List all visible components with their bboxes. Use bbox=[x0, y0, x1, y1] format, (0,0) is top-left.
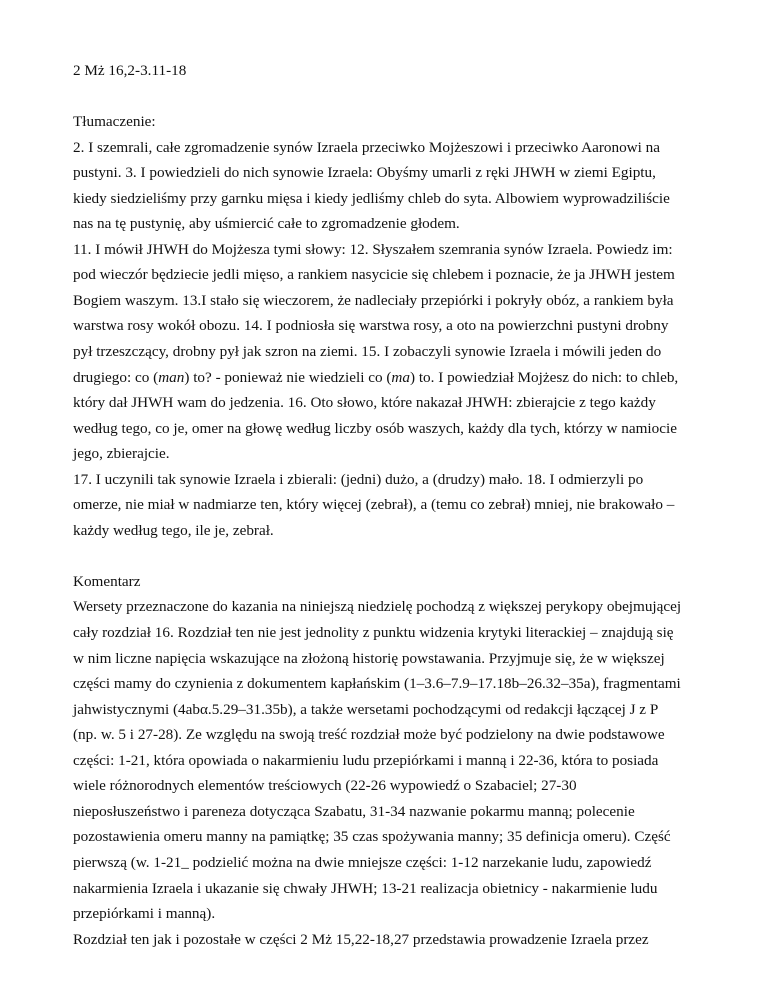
text-line: który dał JHWH wam do jedzenia. 16. Oto słowo, które nakazał JHWH: zbierajcie z tego każdy bbox=[73, 394, 656, 412]
document-page bbox=[73, 58, 698, 952]
text-line: omerze, nie miał w nadmiarze ten, który więcej (zebrał), a (temu co zebrał) mniej, nie brakowało – bbox=[73, 496, 675, 514]
text-line: pierwszą (w. 1-21_ podzielić można na dwie mniejsze części: 1-12 narzekanie ludu, zapowiedź bbox=[73, 853, 652, 871]
text-line: cały rozdział 16. Rozdział ten nie jest jednolity z punktu widzenia krytyki literackiej – znajdują się bbox=[73, 624, 674, 642]
translation-heading: Tłumaczenie: bbox=[73, 113, 156, 131]
translation-text bbox=[73, 135, 698, 544]
text-line: w nim liczne napięcia wskazujące na złożoną historię powstawania. Przyjmuje się, że w większej bbox=[73, 649, 665, 667]
text-line bbox=[73, 365, 698, 391]
italic-term-ma: ma bbox=[391, 368, 410, 386]
commentary-heading: Komentarz bbox=[73, 572, 141, 590]
text-line: 11. I mówił JHWH do Mojżesza tymi słowy: 12. Słyszałem szemrania synów Izraela. Powiedz im: bbox=[73, 240, 673, 258]
text-fragment: ) to? - ponieważ nie wiedzieli co ( bbox=[184, 368, 392, 386]
text-line: nieposłuszeństwo i pareneza dotycząca Szabatu, 31-34 nazwanie pokarmu manną; polecenie bbox=[73, 802, 635, 820]
text-line: każdy według tego, ile je, zebrał. bbox=[73, 521, 274, 539]
text-line: nas na tę pustynię, aby uśmiercić całe to zgromadzenie głodem. bbox=[73, 215, 460, 233]
text-line: 2. I szemrali, całe zgromadzenie synów Izraela przeciwko Mojżeszowi i przeciwko Aaronowi na bbox=[73, 138, 661, 156]
text-line: przepiórkami i manną). bbox=[73, 905, 216, 923]
text-line: pustyni. 3. I powiedzieli do nich synowie Izraela: Obyśmy umarli z ręki JHWH w ziemi Egiptu, bbox=[73, 164, 656, 182]
commentary-text bbox=[73, 594, 698, 952]
text-line: pod wieczór będziecie jedli mięso, a rankiem nasycicie się chlebem i poznacie, że ja JHWH jestem bbox=[73, 266, 675, 284]
text-line: 17. I uczynili tak synowie Izraela i zbierali: (jedni) dużo, a (drudzy) mało. 18. I odmierzyli po bbox=[73, 470, 644, 488]
text-line: pył trzeszczący, drobny pył jak szron na ziemi. 15. I zobaczyli synowie Izraela i mówili jeden do bbox=[73, 343, 662, 361]
text-fragment: ) to. I powiedział Mojżesz do nich: to chleb, bbox=[409, 368, 679, 386]
text-line: wiele różnorodnych elementów treściowych (22-26 wypowiedź o Szabaciel; 27-30 bbox=[73, 777, 577, 795]
text-line: części mamy do czynienia z dokumentem kapłańskim (1–3.6–7.9–17.18b–26.32–35a), fragmentami bbox=[73, 675, 681, 693]
scripture-reference: 2 Mż 16,2-3.11-18 bbox=[73, 62, 187, 79]
text-line: warstwa rosy wokół obozu. 14. I podniosła się warstwa rosy, a oto na powierzchni pustyni drobny bbox=[73, 317, 669, 335]
text-line: Wersety przeznaczone do kazania na niniejszą niedzielę pochodzą z większej perykopy obejmującej bbox=[73, 598, 682, 616]
spacer bbox=[73, 543, 698, 569]
text-fragment: drugiego: co ( bbox=[73, 368, 159, 386]
text-line: nakarmienia Izraela i ukazanie się chwały JHWH; 13-21 realizacja obietnicy - nakarmienie ludu bbox=[73, 879, 658, 897]
text-line: według tego, co je, omer na głowę według liczby osób waszych, każdy dla tych, którzy w namiocie bbox=[73, 419, 677, 437]
text-line: jego, zbierajcie. bbox=[73, 445, 170, 463]
text-line: jahwistycznymi (4abα.5.29–31.35b), a także wersetami pochodzącymi od redakcji łączącej J z P bbox=[73, 700, 659, 718]
text-line: kiedy siedzieliśmy przy garnku mięsa i kiedy jedliśmy chleb do syta. Albowiem wyprowadziliście bbox=[73, 189, 670, 207]
text-line: Bogiem waszym. 13.I stało się wieczorem, że nadleciały przepiórki i pokryły obóz, a rankiem była bbox=[73, 291, 674, 309]
italic-term-man: man bbox=[158, 368, 185, 386]
text-line: Rozdział ten jak i pozostałe w części 2 Mż 15,22-18,27 przedstawia prowadzenie Izraela przez bbox=[73, 930, 649, 948]
spacer bbox=[73, 84, 698, 110]
text-line: pozostawienia omeru manny na pamiątkę; 35 czas spożywania manny; 35 definicja omeru). Część bbox=[73, 828, 671, 846]
text-line: części: 1-21, która opowiada o nakarmieniu ludu przepiórkami i manną i 22-36, która to posiada bbox=[73, 751, 659, 769]
text-line: (np. w. 5 i 27-28). Ze względu na swoją treść rozdział może być podzielony na dwie podstawowe bbox=[73, 726, 665, 744]
